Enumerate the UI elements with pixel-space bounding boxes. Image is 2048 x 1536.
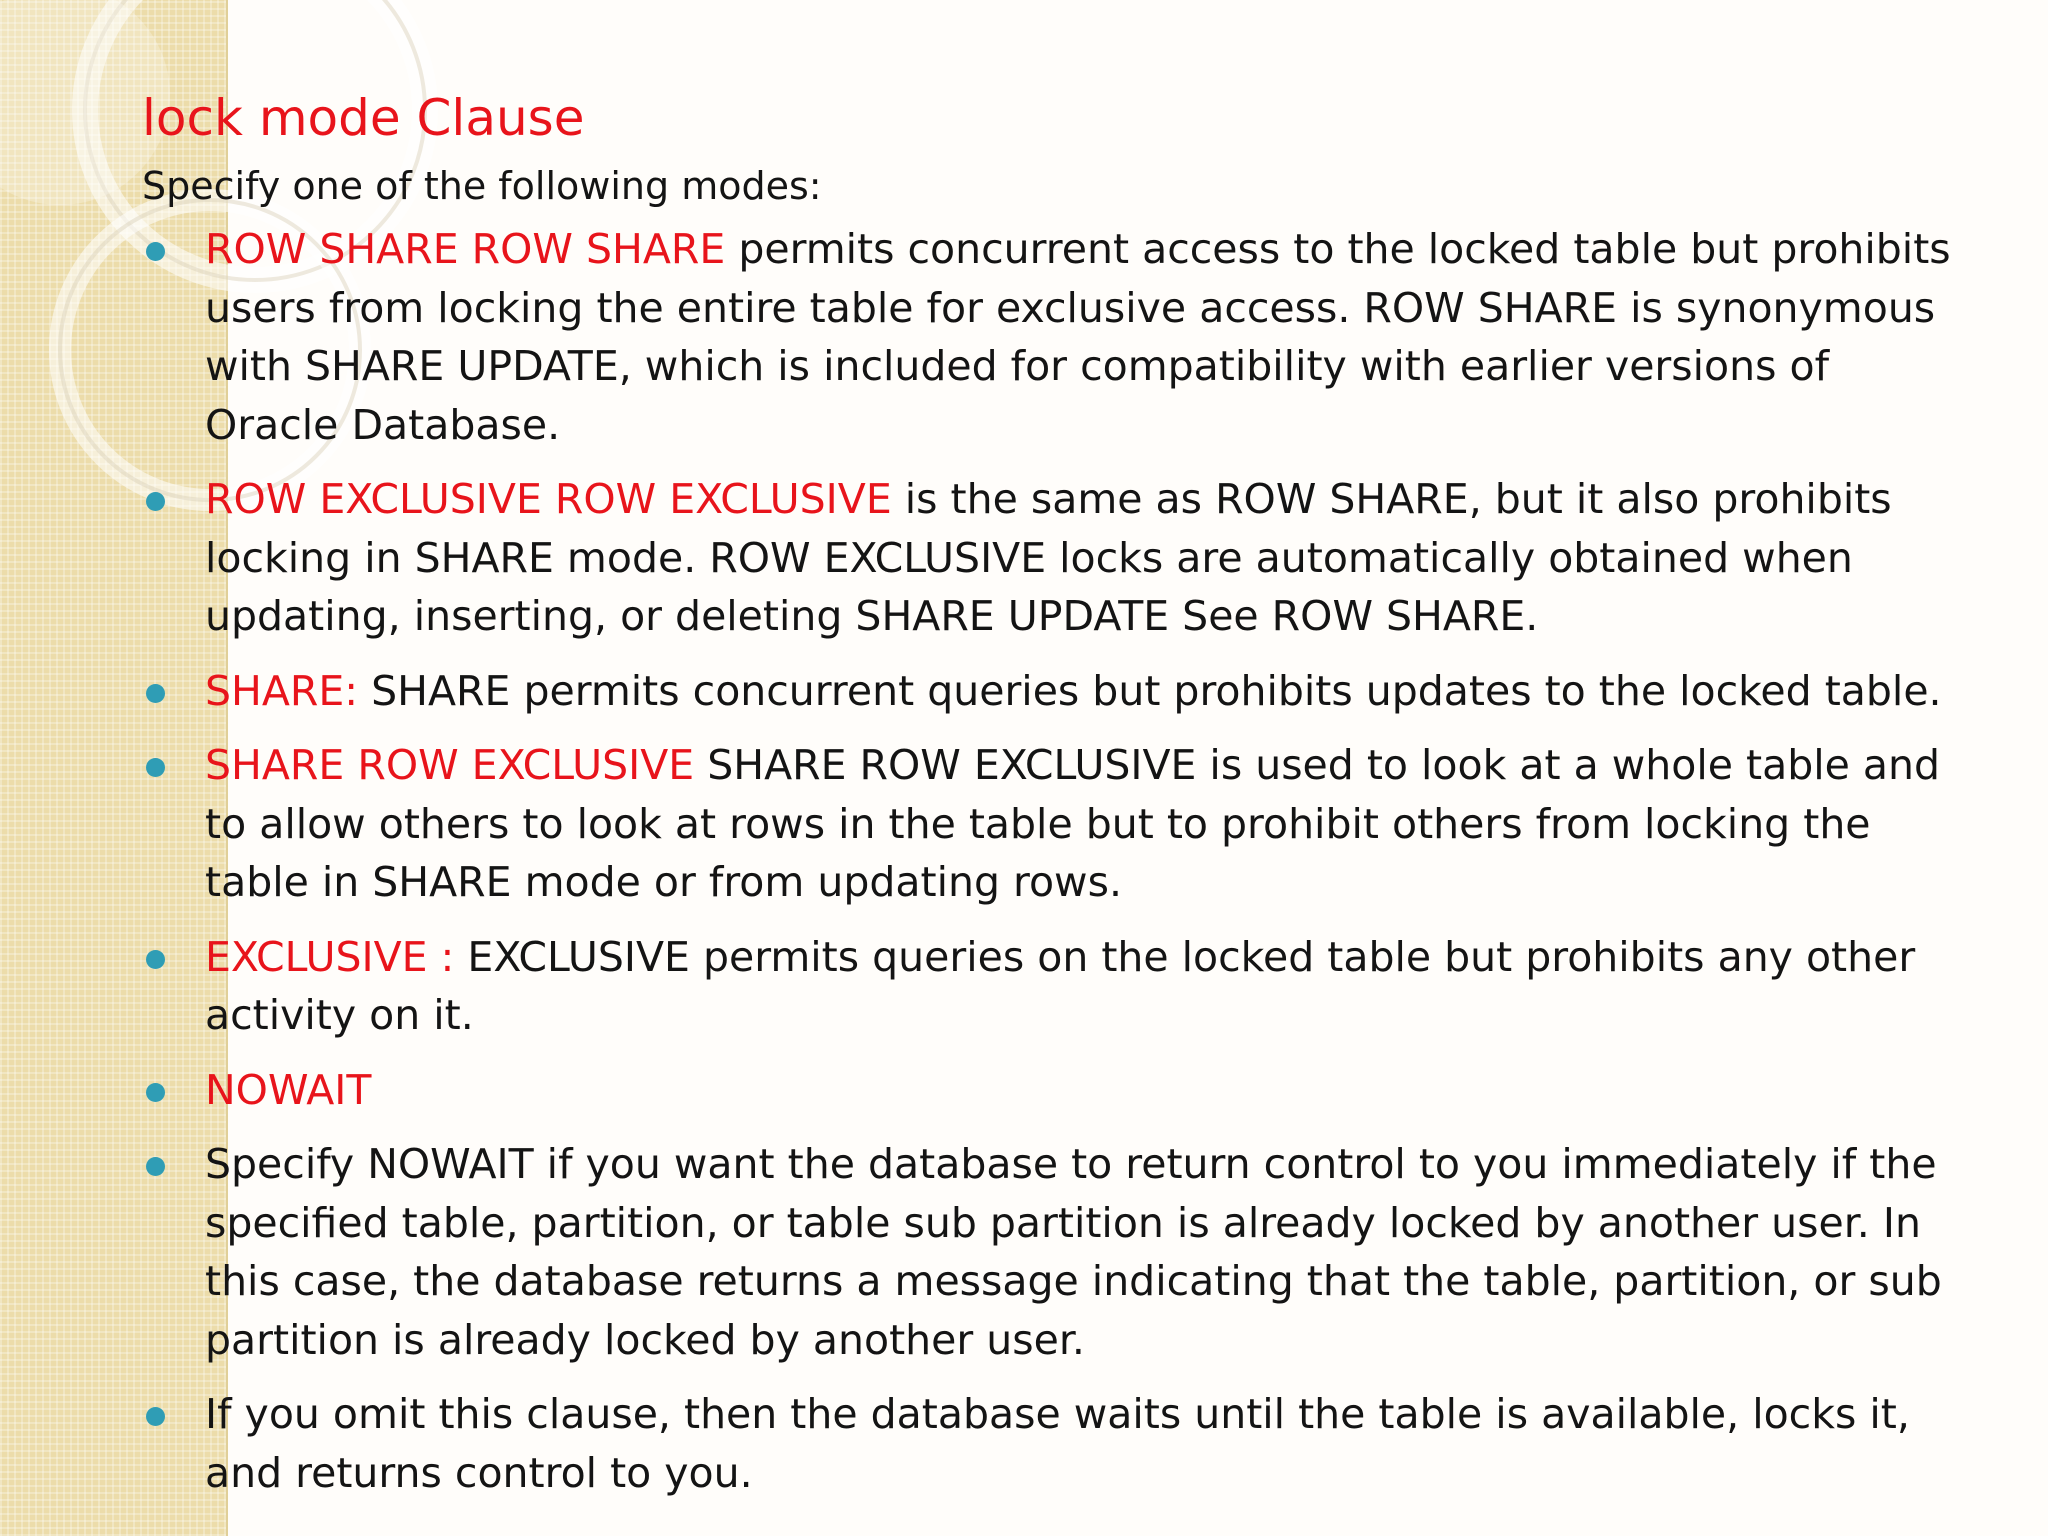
bullet-dot-icon xyxy=(146,684,165,703)
list-item xyxy=(142,220,1962,454)
item-text: is the same as ROW SHARE, but it also prohibits locking in SHARE mode. ROW EXCLUSIVE locks are automatically obtained when updating, inserting, or deleting SHARE UPDATE See ROW SHARE. xyxy=(205,475,1892,640)
item-term: ROW SHARE ROW SHARE xyxy=(205,225,726,273)
list-item xyxy=(142,1061,1962,1120)
item-term: SHARE ROW EXCLUSIVE xyxy=(205,741,695,789)
slide-title: lock mode Clause xyxy=(142,89,585,147)
item-text: Specify NOWAIT if you want the database to return control to you immediately if the specified table, partition, or table sub partition is already locked by another user. In this case, the database returns a message indicating that the table, partition, or sub partition is already locked by another user. xyxy=(205,1140,1942,1364)
item-text: permits concurrent access to the locked table but prohibits users from locking the entire table for exclusive access. ROW SHARE is synonymous with SHARE UPDATE, which is included for compatibility with earlier versions of Oracle Database. xyxy=(205,225,1951,449)
slide-intro: Specify one of the following modes: xyxy=(142,164,822,208)
bullet-dot-icon xyxy=(146,950,165,969)
item-text: SHARE permits concurrent queries but prohibits updates to the locked table. xyxy=(358,666,1942,715)
item-text: If you omit this clause, then the database waits until the table is available, locks it, and returns control to you. xyxy=(205,1390,1910,1497)
list-item xyxy=(142,662,1962,721)
slide-content xyxy=(142,84,1962,1518)
list-item xyxy=(142,736,1962,912)
bullet-dot-icon xyxy=(146,1083,165,1102)
item-text: SHARE ROW EXCLUSIVE is used to look at a whole table and to allow others to look at rows in the table but to prohibit others from locking the table in SHARE mode or from updating rows. xyxy=(205,741,1941,906)
list-item xyxy=(142,928,1962,1045)
bullet-list xyxy=(142,220,1962,1502)
item-term: EXCLUSIVE : xyxy=(205,932,455,981)
bullet-dot-icon xyxy=(146,492,165,511)
list-item xyxy=(142,470,1962,646)
item-text: EXCLUSIVE permits queries on the locked table but prohibits any other activity on it. xyxy=(205,932,1916,1039)
item-term: ROW EXCLUSIVE ROW EXCLUSIVE xyxy=(205,475,892,523)
item-term: NOWAIT xyxy=(205,1065,372,1114)
bullet-dot-icon xyxy=(146,758,165,777)
list-item xyxy=(142,1385,1962,1502)
bullet-dot-icon xyxy=(146,1407,165,1426)
bullet-dot-icon xyxy=(146,242,165,261)
list-item xyxy=(142,1135,1962,1369)
item-term: SHARE: xyxy=(205,666,359,715)
bullet-dot-icon xyxy=(146,1157,165,1176)
